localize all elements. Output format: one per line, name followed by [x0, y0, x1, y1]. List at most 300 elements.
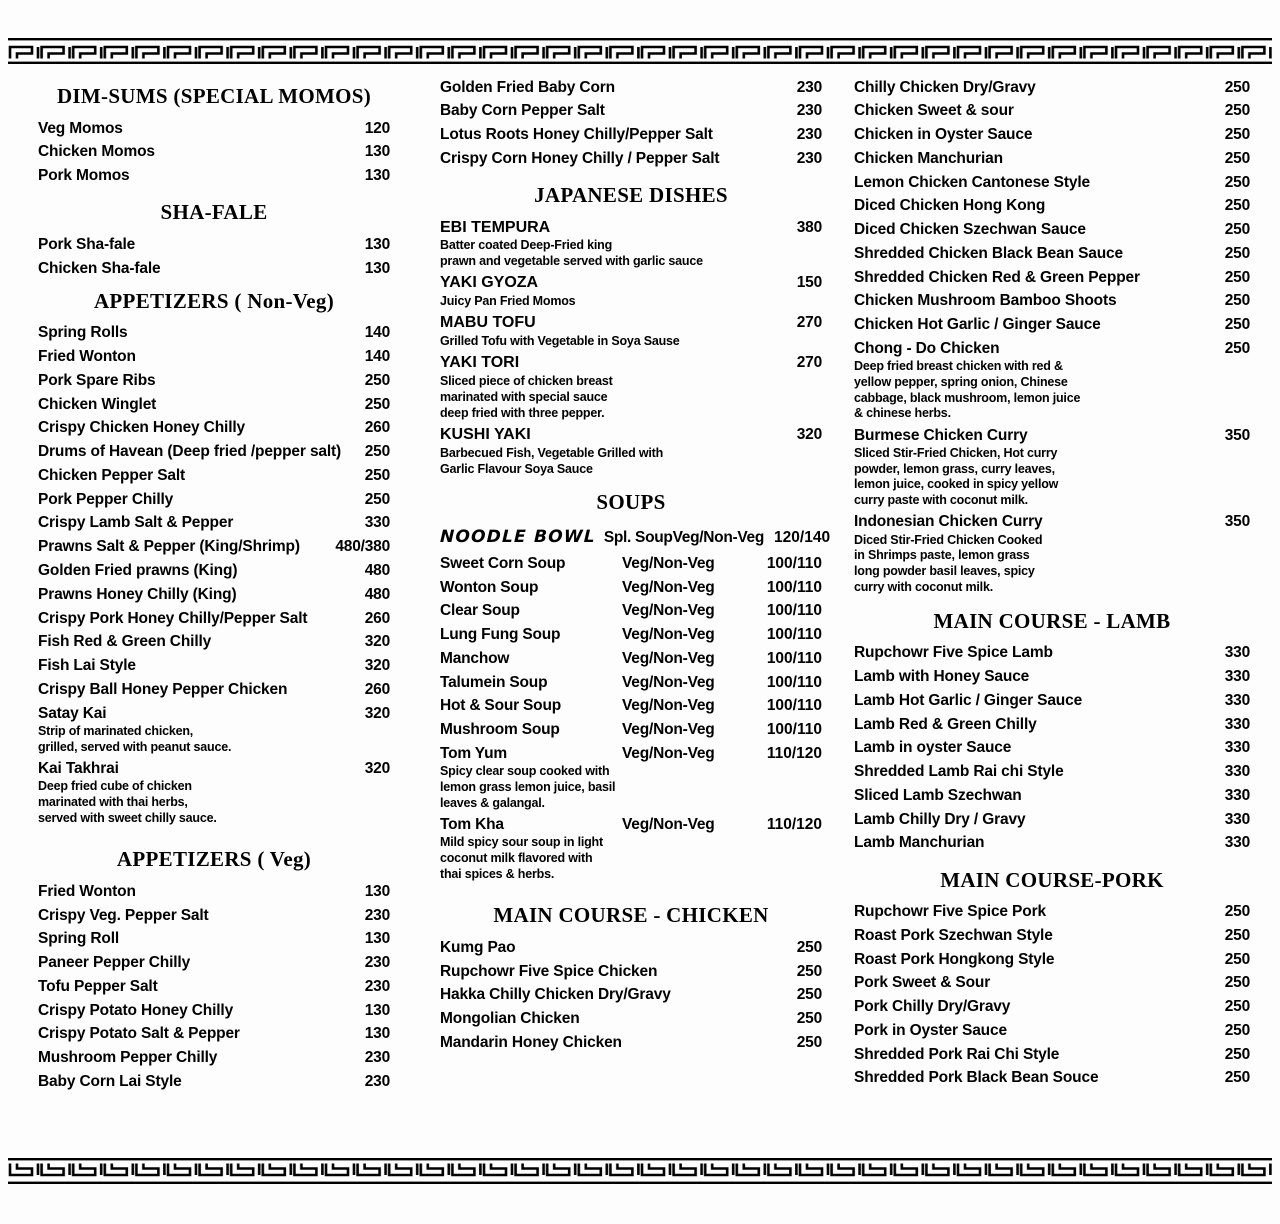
- section-title-appetizers-nonveg: APPETIZERS ( Non-Veg): [93, 288, 335, 313]
- item-price: 250: [1224, 316, 1250, 334]
- menu-item: [440, 214, 822, 238]
- item-price: 100/110: [766, 602, 822, 620]
- item-name: Veg Momos: [38, 119, 123, 137]
- menu-item: [38, 255, 390, 279]
- item-price: 250: [364, 466, 390, 484]
- item-description-line: Barbecued Fish, Vegetable Grilled with: [440, 445, 664, 460]
- menu-columns: [0, 74, 1280, 1092]
- menu-item: [854, 759, 1250, 783]
- top-decorative-border: [8, 38, 1272, 64]
- item-description-line: Spicy clear soup cooked with: [440, 764, 610, 779]
- section-title-appetizers-veg: APPETIZERS ( Veg): [116, 847, 312, 872]
- item-price: 250: [1224, 1021, 1250, 1039]
- item-name: Crispy Ball Honey Pepper Chicken: [38, 680, 288, 698]
- item-price: 330: [1224, 667, 1250, 685]
- item-name: Roast Pork Szechwan Style: [854, 926, 1053, 944]
- item-price: 250: [1224, 1045, 1250, 1063]
- item-price: 250: [796, 1034, 822, 1052]
- item-price: 100/110: [766, 673, 822, 691]
- soup-item: [440, 550, 822, 574]
- menu-item: [38, 557, 390, 581]
- item-name: Mandarin Honey Chicken: [440, 1034, 622, 1052]
- item-price: 130: [364, 1025, 390, 1043]
- item-name: EBI TEMPURA: [440, 218, 551, 236]
- menu-item: [38, 950, 390, 974]
- item-name: Hakka Chilly Chicken Dry/Gravy: [440, 986, 671, 1004]
- item-variant: Veg/Non-Veg: [622, 554, 715, 572]
- item-name: Baby Corn Lai Style: [38, 1072, 182, 1090]
- item-name: Chong - Do Chicken: [854, 339, 1000, 357]
- menu-item: [440, 74, 822, 98]
- item-price: 110/120: [766, 815, 822, 833]
- menu-item: [38, 344, 390, 368]
- item-name: Spring Roll: [38, 930, 120, 948]
- item-price: 260: [364, 680, 390, 698]
- menu-column-3: [840, 74, 1280, 1092]
- menu-item: [38, 973, 390, 997]
- item-price: 230: [796, 149, 822, 167]
- item-description-line: Juicy Pan Fried Momos: [440, 294, 576, 309]
- menu-item: [854, 122, 1250, 146]
- item-price: 250: [364, 443, 390, 461]
- item-variant: Veg/Non-Veg: [622, 744, 715, 762]
- menu-item: [854, 312, 1250, 336]
- menu-item: [854, 217, 1250, 241]
- menu-item: [854, 74, 1250, 98]
- noodle-bowl-row: [439, 521, 831, 550]
- item-price: 230: [364, 1049, 390, 1067]
- item-price: 330: [1224, 834, 1250, 852]
- menu-item: [854, 1065, 1250, 1089]
- menu-item: [38, 676, 390, 700]
- item-price: 250: [1224, 244, 1250, 262]
- menu-item: [854, 288, 1250, 312]
- item-description-line: coconut milk flavored with: [440, 850, 593, 865]
- menu-item: [854, 98, 1250, 122]
- item-name: Golden Fried Baby Corn: [440, 78, 615, 96]
- item-description-line: & chinese herbs.: [854, 406, 951, 421]
- item-name: Mushroom Soup: [440, 721, 560, 739]
- menu-item: [854, 1041, 1250, 1065]
- item-name: Kumg Pao: [440, 938, 516, 956]
- item-name: Chicken Mushroom Bamboo Shoots: [854, 292, 1117, 310]
- item-price: 250: [1224, 292, 1250, 310]
- item-price: 330: [1224, 715, 1250, 733]
- item-name: Clear Soup: [440, 602, 520, 620]
- item-name: MABU TOFU: [440, 314, 536, 332]
- item-name: Tofu Pepper Salt: [38, 977, 158, 995]
- item-price: 130: [364, 882, 390, 900]
- item-price: 250: [796, 1010, 822, 1028]
- item-description-line: lemon grass lemon juice, basil: [440, 779, 616, 794]
- item-price: 250: [1224, 1069, 1250, 1087]
- item-name: Lung Fung Soup: [440, 626, 561, 644]
- item-description-line: thai spices & herbs.: [440, 866, 555, 881]
- item-description-line: Sliced piece of chicken breast: [440, 374, 613, 389]
- item-price: 250: [1224, 78, 1250, 96]
- menu-item: [854, 663, 1250, 687]
- item-name: Shredded Pork Black Bean Souce: [854, 1069, 1099, 1087]
- item-variant: Veg/Non-Veg: [622, 815, 715, 833]
- item-description-line: Sliced Stir-Fried Chicken, Hot curry: [854, 445, 1058, 460]
- menu-item: [440, 350, 822, 374]
- menu-item: [854, 735, 1250, 759]
- item-name: Pork Pepper Chilly: [38, 490, 174, 508]
- item-name: Pork Momos: [38, 167, 130, 185]
- item-price: 100/110: [766, 578, 822, 596]
- item-description-line: marinated with thai herbs,: [38, 794, 188, 809]
- item-price: 130: [364, 1001, 390, 1019]
- menu-item: [854, 264, 1250, 288]
- item-name: Pork Chilly Dry/Gravy: [854, 998, 1011, 1016]
- menu-item: [38, 926, 390, 950]
- item-name: Lotus Roots Honey Chilly/Pepper Salt: [440, 126, 713, 144]
- menu-item: [440, 145, 822, 169]
- menu-item: [38, 878, 390, 902]
- item-price: 330: [1224, 644, 1250, 662]
- item-name: Lamb Red & Green Chilly: [854, 715, 1037, 733]
- menu-item: [440, 122, 822, 146]
- item-name: Crispy Pork Honey Chilly/Pepper Salt: [38, 609, 308, 627]
- menu-item: [440, 1030, 822, 1054]
- menu-item: [854, 193, 1250, 217]
- item-description-line: curry paste with coconut milk.: [854, 493, 1028, 508]
- item-description-line: prawn and vegetable served with garlic sauce: [440, 254, 703, 269]
- soup-item: [440, 717, 822, 741]
- item-price: 270: [796, 354, 822, 372]
- item-description-line: grilled, served with peanut sauce.: [38, 739, 232, 754]
- item-name: Fish Red & Green Chilly: [38, 633, 212, 651]
- item-variant: Veg/Non-Veg: [622, 626, 715, 644]
- item-name: Crispy Lamb Salt & Pepper: [38, 514, 234, 532]
- item-price: 140: [364, 324, 390, 342]
- item-name: Sliced Lamb Szechwan: [854, 786, 1022, 804]
- item-description-line: in Shrimps paste, lemon grass: [854, 548, 1030, 563]
- menu-item: [854, 830, 1250, 854]
- item-price: 250: [1224, 126, 1250, 144]
- item-price: 150: [796, 274, 822, 292]
- menu-item: [38, 231, 390, 255]
- item-price: 320: [364, 759, 390, 777]
- menu-item: [38, 462, 390, 486]
- item-name: Chicken Hot Garlic / Ginger Sauce: [854, 316, 1101, 334]
- item-name: Lamb Hot Garlic / Ginger Sauce: [854, 691, 1083, 709]
- menu-item: [38, 139, 390, 163]
- noodle-bowl-label: NOODLE BOWL: [439, 527, 597, 548]
- item-price: 250: [364, 490, 390, 508]
- item-description-line: Diced Stir-Fried Chicken Cooked: [854, 532, 1043, 547]
- item-name: Wonton Soup: [440, 578, 539, 596]
- item-price: 130: [364, 930, 390, 948]
- menu-item: [38, 1045, 390, 1069]
- item-variant: Veg/Non-Veg: [622, 673, 715, 691]
- menu-item: [38, 581, 390, 605]
- item-description-line: Deep fried breast chicken with red &: [854, 359, 1063, 374]
- menu-item: [38, 163, 390, 187]
- menu-item: [38, 510, 390, 534]
- item-description-line: Strip of marinated chicken,: [38, 723, 194, 738]
- item-price: 320: [796, 426, 822, 443]
- item-price: 260: [364, 609, 390, 627]
- item-description-line: Batter coated Deep-Fried king: [440, 238, 613, 253]
- item-price: 330: [1224, 810, 1250, 828]
- item-name: Fried Wonton: [38, 348, 136, 366]
- item-name: Crispy Corn Honey Chilly / Pepper Salt: [440, 149, 720, 167]
- item-price: 330: [1224, 691, 1250, 709]
- item-name: Baby Corn Pepper Salt: [440, 102, 605, 120]
- item-price: 480: [364, 561, 390, 579]
- soup-item: [440, 693, 822, 717]
- menu-item: [440, 310, 822, 334]
- item-name: Pork Spare Ribs: [38, 371, 156, 389]
- item-name: Golden Fried prawns (King): [38, 561, 238, 579]
- item-price: 480: [364, 585, 390, 603]
- item-name: Fried Wonton: [38, 882, 136, 900]
- menu-item: [440, 982, 822, 1006]
- item-price: 250: [1224, 197, 1250, 215]
- item-name: Manchow: [440, 649, 510, 667]
- item-price: 230: [364, 1072, 390, 1090]
- item-name: Shredded Pork Rai Chi Style: [854, 1045, 1060, 1063]
- item-name: KUSHI YAKI: [440, 426, 531, 443]
- item-name: Chicken Sweet & sour: [854, 102, 1014, 120]
- item-description-line: long powder basil leaves, spicy: [854, 564, 1035, 579]
- menu-item: [854, 1017, 1250, 1041]
- item-price: 270: [796, 314, 822, 332]
- menu-item: [38, 902, 390, 926]
- item-price: 230: [796, 78, 822, 96]
- noodle-bowl-variant: Spl. SoupVeg/Non-Veg: [603, 529, 765, 547]
- menu-item: [38, 605, 390, 629]
- item-name: Chicken Sha-fale: [38, 259, 161, 277]
- item-name: Lamb with Honey Sauce: [854, 667, 1030, 685]
- item-price: 130: [364, 143, 390, 161]
- item-name: Chicken Momos: [38, 143, 155, 161]
- item-description-line: cabbage, black mushroom, lemon juice: [854, 390, 1081, 405]
- item-description-line: yellow pepper, spring onion, Chinese: [854, 374, 1068, 389]
- menu-item: [854, 145, 1250, 169]
- item-name: Pork Sha-fale: [38, 235, 136, 253]
- menu-item: [854, 899, 1250, 923]
- item-price: 250: [1224, 950, 1250, 968]
- item-description-line: Garlic Flavour Soya Sauce: [440, 461, 593, 476]
- menu-item: [38, 755, 390, 779]
- item-name: Chicken in Oyster Sauce: [854, 126, 1033, 144]
- item-price: 230: [364, 954, 390, 972]
- item-price: 100/110: [766, 554, 822, 572]
- menu-column-1: [0, 74, 420, 1092]
- item-description-line: Deep fried cube of chicken: [38, 779, 192, 794]
- item-price: 250: [1224, 339, 1250, 357]
- menu-item: [854, 946, 1250, 970]
- menu-item: [38, 700, 390, 724]
- item-description-line: leaves & galangal.: [440, 795, 545, 810]
- soup-item: [440, 645, 822, 669]
- item-price: 230: [364, 906, 390, 924]
- item-name: Hot & Sour Soup: [440, 697, 561, 715]
- item-description-line: curry with coconut milk.: [854, 579, 993, 594]
- item-price: 250: [1224, 221, 1250, 239]
- item-price: 120: [364, 119, 390, 137]
- item-price: 320: [364, 633, 390, 651]
- item-price: 330: [364, 514, 390, 532]
- item-name: Spring Rolls: [38, 324, 128, 342]
- item-price: 100/110: [766, 721, 822, 739]
- item-name: Indonesian Chicken Curry: [854, 513, 1043, 531]
- item-price: 250: [1224, 903, 1250, 921]
- menu-item: [854, 422, 1250, 446]
- menu-item: [854, 240, 1250, 264]
- item-name: Talumein Soup: [440, 673, 548, 691]
- item-price: 250: [796, 962, 822, 980]
- item-name: Rupchowr Five Spice Chicken: [440, 962, 658, 980]
- soup-item: [440, 622, 822, 646]
- item-price: 250: [364, 395, 390, 413]
- item-price: 250: [364, 371, 390, 389]
- item-description-line: marinated with special sauce: [440, 390, 608, 404]
- item-name: Drums of Havean (Deep fried /pepper salt): [38, 443, 342, 461]
- item-price: 230: [796, 102, 822, 120]
- item-price: 350: [1224, 426, 1250, 444]
- item-variant: Veg/Non-Veg: [622, 602, 715, 620]
- menu-item: [38, 629, 390, 653]
- section-title-main-course-chicken: MAIN COURSE - CHICKEN: [493, 903, 769, 928]
- item-name: Kai Takhrai: [38, 759, 119, 777]
- item-name: Rupchowr Five Spice Pork: [854, 903, 1046, 921]
- item-name: Tom Kha: [440, 815, 504, 833]
- menu-column-2: [420, 74, 840, 1092]
- menu-item: [440, 934, 822, 958]
- menu-item: [854, 169, 1250, 193]
- soup-item: [440, 811, 822, 835]
- item-price: 250: [796, 938, 822, 956]
- menu-item: [854, 687, 1250, 711]
- item-name: Crispy Potato Salt & Pepper: [38, 1025, 240, 1043]
- item-name: Diced Chicken Szechwan Sauce: [854, 221, 1086, 239]
- section-title-japanese-dishes: JAPANESE DISHES: [534, 183, 728, 208]
- item-name: YAKI TORI: [440, 354, 520, 372]
- section-title-main-course-pork: MAIN COURSE-PORK: [940, 867, 1164, 892]
- menu-item: [38, 415, 390, 439]
- item-price: 330: [1224, 786, 1250, 804]
- item-price: 260: [364, 419, 390, 437]
- item-price: 330: [1224, 739, 1250, 757]
- bottom-decorative-border: [8, 1158, 1272, 1184]
- item-price: 110/120: [766, 744, 822, 762]
- item-name: Chilly Chicken Dry/Gravy: [854, 78, 1036, 96]
- item-name: Tom Yum: [440, 744, 507, 762]
- noodle-bowl-price: 120/140: [774, 529, 831, 547]
- item-name: Crispy Veg. Pepper Salt: [38, 906, 209, 924]
- item-name: Chicken Winglet: [38, 395, 157, 413]
- menu-item: [38, 997, 390, 1021]
- item-name: Mongolian Chicken: [440, 1010, 580, 1028]
- item-name: Roast Pork Hongkong Style: [854, 950, 1055, 968]
- item-name: Lamb Chilly Dry / Gravy: [854, 810, 1026, 828]
- item-price: 130: [364, 167, 390, 185]
- menu-item: [854, 782, 1250, 806]
- item-description-line: powder, lemon grass, curry leaves,: [854, 461, 1055, 476]
- item-name: Crispy Potato Honey Chilly: [38, 1001, 234, 1019]
- item-name: Satay Kai: [38, 704, 107, 722]
- item-name: Fish Lai Style: [38, 657, 136, 675]
- menu-item: [854, 994, 1250, 1018]
- item-price: 250: [1224, 998, 1250, 1016]
- item-variant: Veg/Non-Veg: [622, 697, 715, 715]
- item-price: 250: [1224, 102, 1250, 120]
- item-price: 130: [364, 259, 390, 277]
- menu-item: [38, 367, 390, 391]
- menu-item: [440, 1006, 822, 1030]
- item-description-line: served with sweet chilly sauce.: [38, 810, 217, 825]
- menu-item: [440, 958, 822, 982]
- item-price: 100/110: [766, 697, 822, 715]
- item-name: Pork Sweet & Sour: [854, 974, 991, 992]
- item-price: 330: [1224, 763, 1250, 781]
- item-price: 230: [796, 126, 822, 144]
- menu-item: [854, 922, 1250, 946]
- item-price: 380: [796, 218, 822, 236]
- item-name: Crispy Chicken Honey Chilly: [38, 419, 245, 437]
- menu-item: [854, 640, 1250, 664]
- item-price: 250: [1224, 173, 1250, 191]
- section-title-main-course-lamb: MAIN COURSE - LAMB: [933, 608, 1171, 633]
- soup-item: [440, 740, 822, 764]
- menu-item: [440, 422, 822, 446]
- item-price: 250: [1224, 974, 1250, 992]
- menu-item: [38, 115, 390, 139]
- menu-item: [38, 653, 390, 677]
- item-price: 140: [364, 348, 390, 366]
- item-name: Burmese Chicken Curry: [854, 426, 1028, 444]
- menu-item: [38, 1068, 390, 1092]
- item-name: Prawns Honey Chilly (King): [38, 585, 237, 603]
- item-description-line: Mild spicy sour soup in light: [440, 835, 603, 850]
- soup-item: [440, 598, 822, 622]
- item-name: YAKI GYOZA: [440, 274, 539, 292]
- section-title-soups: SOUPS: [596, 490, 666, 515]
- item-price: 250: [796, 986, 822, 1004]
- item-price: 350: [1224, 513, 1250, 531]
- item-name: Chicken Pepper Salt: [38, 466, 186, 484]
- item-name: Shredded Chicken Black Bean Sauce: [854, 244, 1123, 262]
- section-title-dim-sums: DIM-SUMS (SPECIAL MOMOS): [56, 84, 372, 108]
- item-price: 250: [1224, 268, 1250, 286]
- menu-item: [38, 320, 390, 344]
- item-description-line: deep fried with three pepper.: [440, 405, 605, 420]
- item-name: Pork in Oyster Sauce: [854, 1021, 1007, 1039]
- item-name: Rupchowr Five Spice Lamb: [854, 644, 1053, 662]
- menu-item: [854, 509, 1250, 533]
- item-name: Paneer Pepper Chilly: [38, 954, 191, 972]
- section-title-sha-fale: SHA-FALE: [160, 200, 268, 225]
- item-price: 320: [364, 657, 390, 675]
- item-price: 320: [364, 704, 390, 722]
- item-price: 250: [1224, 149, 1250, 167]
- menu-item: [38, 1021, 390, 1045]
- menu-item: [440, 98, 822, 122]
- item-name: Shredded Lamb Rai chi Style: [854, 763, 1064, 781]
- item-name: Mushroom Pepper Chilly: [38, 1049, 218, 1067]
- item-variant: Veg/Non-Veg: [622, 649, 715, 667]
- menu-item: [38, 534, 390, 558]
- item-name: Prawns Salt & Pepper (King/Shrimp): [38, 538, 300, 556]
- menu-item: [854, 335, 1250, 359]
- item-name: Lemon Chicken Cantonese Style: [854, 173, 1090, 191]
- item-name: Lamb Manchurian: [854, 834, 985, 852]
- item-description-line: Grilled Tofu with Vegetable in Soya Sause: [440, 334, 680, 349]
- soup-item: [440, 669, 822, 693]
